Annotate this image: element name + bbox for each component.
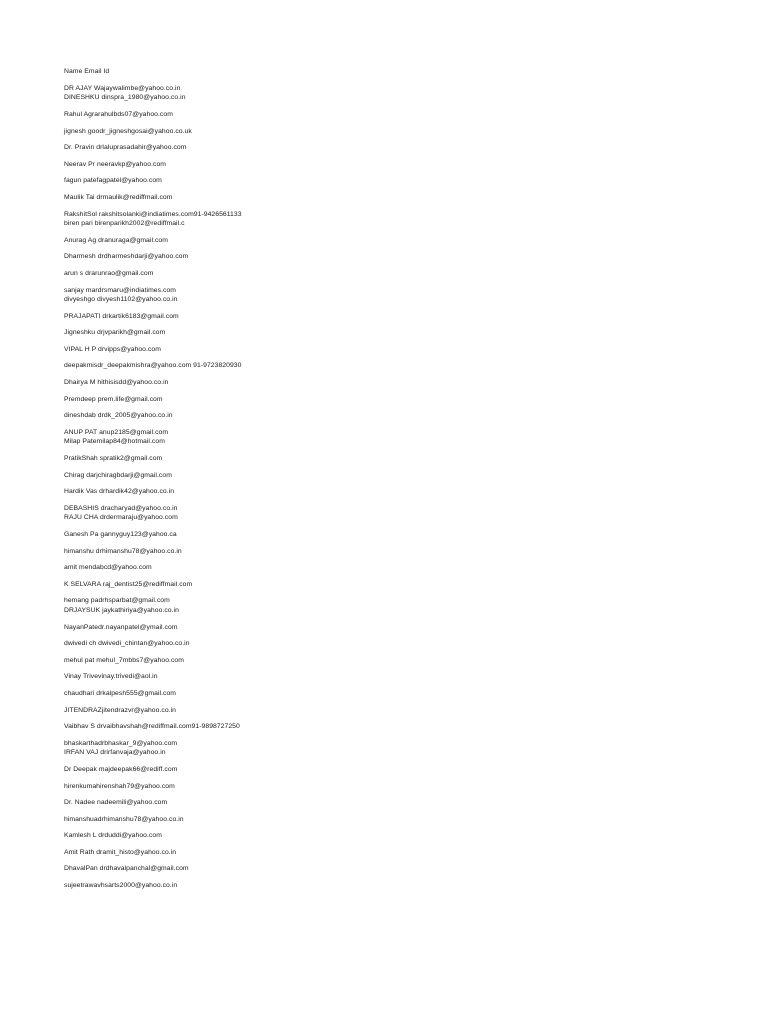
list-row: Milap Patemilap84@hotmail.com	[64, 438, 165, 446]
list-row: mehul pat mehul_7mbbs7@yahoo.com	[64, 656, 184, 664]
list-row: Ganesh Pa gannyguy123@yahoo.ca	[64, 531, 177, 538]
list-row: Neerav Pr neeravkp@yahoo.com	[64, 160, 166, 168]
list-row: DhavalPan drdhavalpanchal@gmail.com	[64, 865, 189, 873]
list-row: fagun patefagpatel@yahoo.com	[64, 177, 162, 185]
list-row: Kamlesh L drduddi@yahoo.com	[64, 832, 162, 840]
list-row: RAJU CHA drdermaraju@yahoo.com	[64, 514, 178, 522]
list-row: VIPAL H P drvipps@yahoo.com	[64, 345, 161, 353]
list-row: hirenkumahirenshah79@yahoo.com	[64, 782, 175, 790]
list-row: Vaibhav S drvaibhavshah@rediffmail.com91-9898727250	[64, 723, 240, 731]
list-row: jignesh goodr_jigneshgosai@yahoo.co.uk	[64, 127, 192, 135]
list-row: Dr. Pravin drlaluprasadahir@yahoo.com	[64, 144, 187, 152]
list-row: dwivedi ch dwivedi_chintan@yahoo.co.in	[64, 640, 190, 648]
list-row: Amit Rath dramit_histo@yahoo.co.in	[64, 848, 177, 856]
list-row: biren pari birenparikh2002@rediffmail.c	[64, 220, 185, 228]
list-row: Chirag darjchiragbdarji@gmail.com	[64, 471, 172, 479]
list-row: arun s drarunrao@gmail.com	[64, 269, 154, 277]
list-row: Rahul Agrarahulbds07@yahoo.com	[64, 110, 173, 118]
list-row: K SELVARA raj_dentist25@rediffmail.com	[64, 580, 193, 588]
list-row: sujeetrawavhsarts2000@yahoo.co.in	[64, 882, 178, 890]
list-row: IRFAN VAJ drirfanvaja@yahoo.in	[64, 749, 166, 757]
list-row: dineshdab drdk_2005@yahoo.co.in	[64, 412, 173, 420]
list-row: Maulik Tai drmaulik@rediffmail.com	[64, 193, 173, 201]
list-row: hemang padrhsparbat@gmail.com	[64, 597, 170, 605]
list-row: PRAJAPATI drkartik6183@gmail.com	[64, 312, 179, 320]
list-header: Name Email Id	[64, 68, 110, 75]
list-row: Dhairya M hithisisdd@yahoo.co.in	[64, 379, 169, 387]
list-row: ANUP PAT anup2185@gmail.com	[64, 428, 169, 436]
list-row: Dharmesh drdharmeshdarji@yahoo.com	[64, 253, 189, 261]
list-row: RakshitSol rakshitsolanki@indiatimes.com91-9426561133	[64, 210, 242, 218]
list-row: sanjay mardrsmaru@indiatimes.com	[64, 286, 176, 294]
list-row: Jigneshku drjvparikh@gmail.com	[64, 329, 166, 337]
list-row: DEBASHIS dracharyad@yahoo.co.in	[64, 504, 178, 512]
email-list	[64, 67, 724, 891]
list-row: Vinay Trivevinay.trivedi@aol.in	[64, 673, 158, 681]
list-row: Hardik Vas drhardik42@yahoo.co.in	[64, 488, 175, 496]
list-row: DINESHKU dinspra_1980@yahoo.co.in	[64, 94, 186, 102]
list-row: Dr Deepak majdeepak66@rediff.com	[64, 765, 178, 773]
list-row: himanshu drhimanshu78@yahoo.co.in	[64, 547, 182, 555]
list-row: himanshuadrhimanshu78@yahoo.co.in	[64, 815, 184, 823]
list-row: DRJAYSUK jaykathiriya@yahoo.co.in	[64, 606, 179, 614]
list-row: Anurag Ag dranuraga@gmail.com	[64, 236, 168, 244]
list-row: DR AJAY Wajaywalimbe@yahoo.co.in	[64, 84, 181, 92]
list-row: chaudhari drkalpesh555@gmail.com	[64, 689, 177, 697]
list-row: PratikShah spratik2@gmail.com	[64, 455, 163, 463]
list-row: NayanPatedr.nayanpatel@ymail.com	[64, 623, 178, 631]
list-row: JITENDRAZjitendrazvr@yahoo.co.in	[64, 706, 176, 714]
list-row: amit mendabcd@yahoo.com	[64, 564, 152, 572]
list-row: bhaskarthadrbhaskar_9@yahoo.com	[64, 739, 178, 747]
list-row: Premdeep prem.life@gmail.com	[64, 395, 163, 403]
list-row: deepakmisdr_deepakmishra@yahoo.com 91-9723820930	[64, 362, 242, 370]
list-row: Dr. Nadee nadeemili@yahoo.com	[64, 799, 168, 807]
list-row: divyeshgo divyesh1102@yahoo.co.in	[64, 296, 178, 304]
